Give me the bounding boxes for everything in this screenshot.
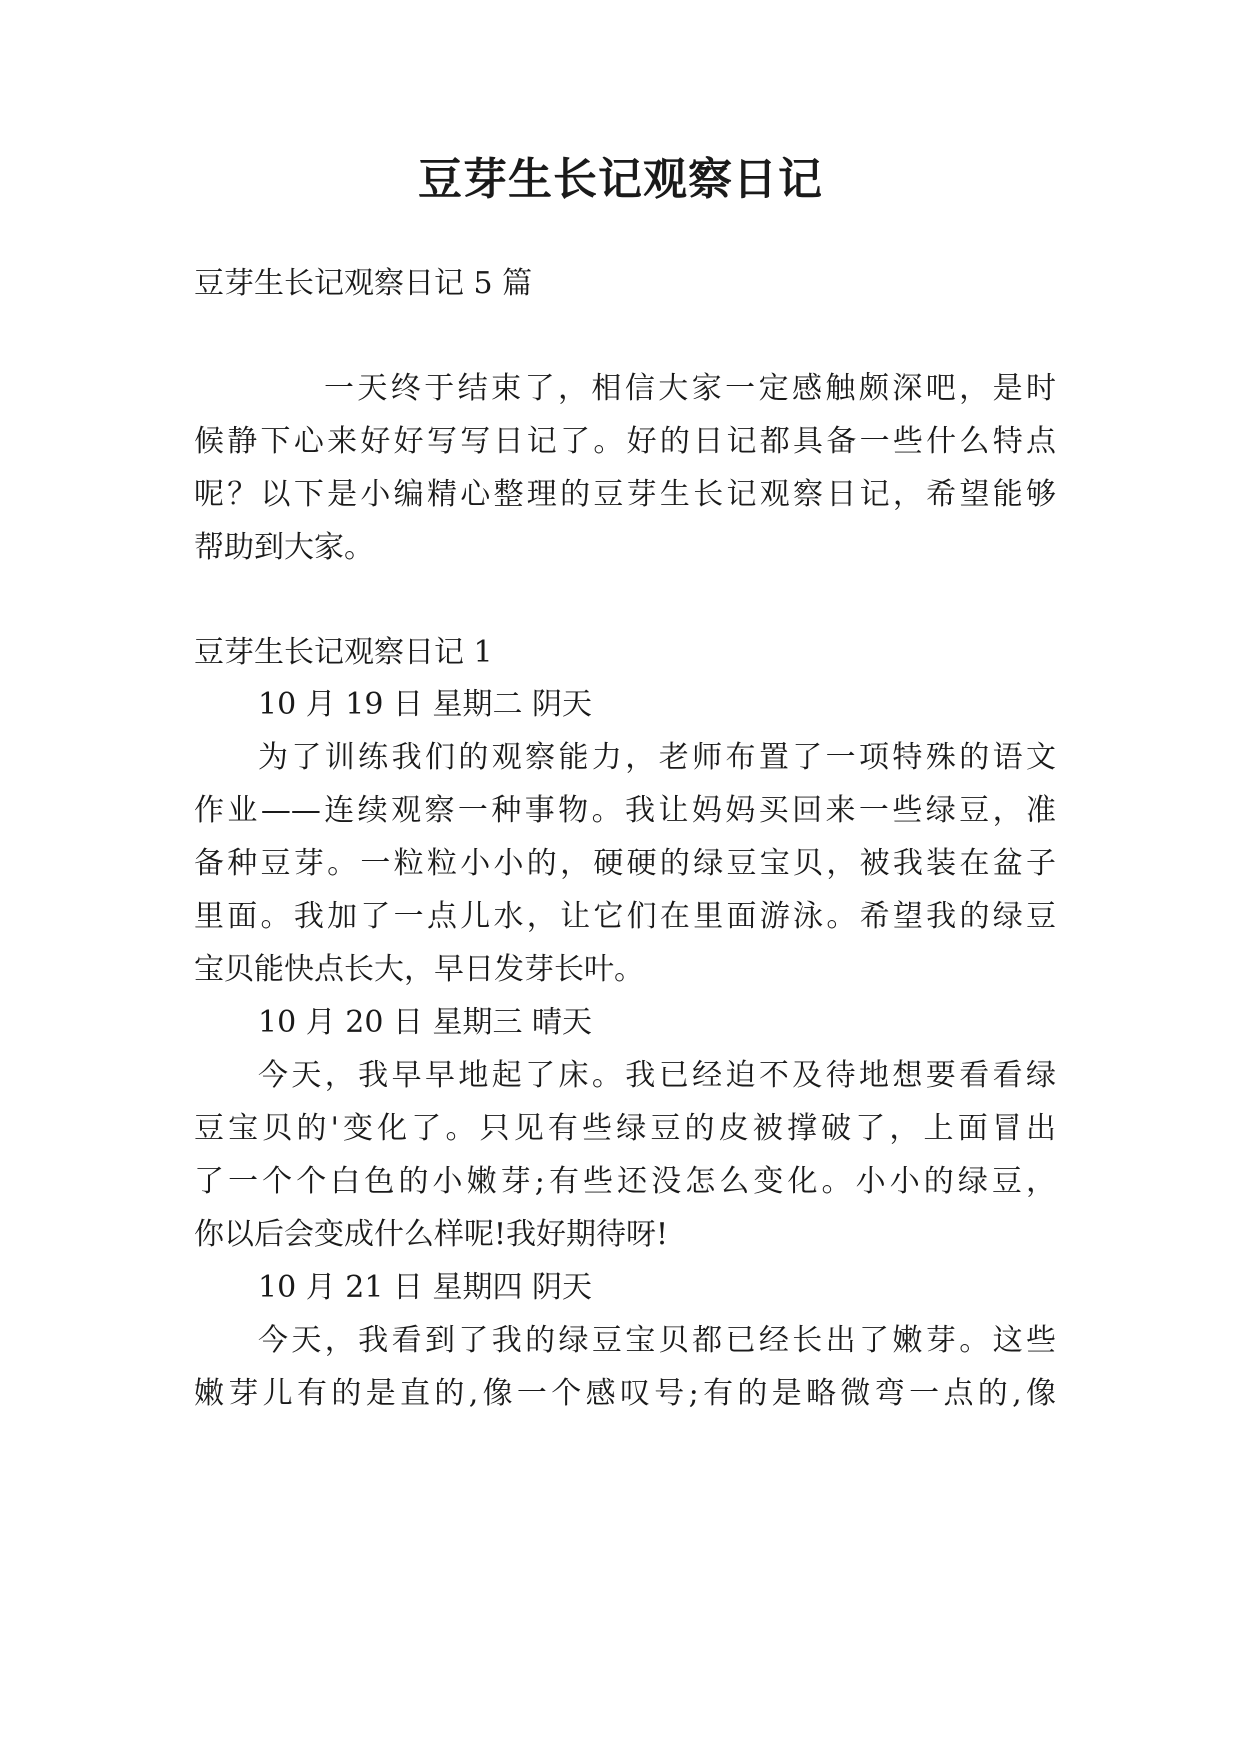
entry-line: 豆宝贝的'变化了。只见有些绿豆的皮被撑破了，上面冒出 xyxy=(194,1111,1056,1146)
subtitle: 豆芽生长记观察日记 5 篇 xyxy=(194,266,533,301)
intro-line-4: 帮助到大家。 xyxy=(194,530,374,565)
document-title: 豆芽生长记观察日记 xyxy=(418,154,823,205)
section-heading: 豆芽生长记观察日记 1 xyxy=(194,635,493,670)
intro-line-2: 候静下心来好好写写日记了。好的日记都具备一些什么特点 xyxy=(194,424,1056,459)
intro-line-3: 呢？以下是小编精心整理的豆芽生长记观察日记，希望能够 xyxy=(194,477,1056,512)
entry-line: 里面。我加了一点儿水，让它们在里面游泳。希望我的绿豆 xyxy=(194,899,1056,934)
entry-line: 为了训练我们的观察能力，老师布置了一项特殊的语文 xyxy=(258,740,1056,775)
entry-line: 嫩芽儿有的是直的,像一个感叹号;有的是略微弯一点的,像 xyxy=(194,1376,1056,1411)
entry-date: 10 月 21 日 星期四 阴天 xyxy=(258,1270,593,1305)
entry-date: 10 月 20 日 星期三 晴天 xyxy=(258,1005,593,1040)
entry-line: 今天，我早早地起了床。我已经迫不及待地想要看看绿 xyxy=(258,1058,1056,1093)
entry-line: 备种豆芽。一粒粒小小的，硬硬的绿豆宝贝，被我装在盆子 xyxy=(194,846,1056,881)
entry-line: 你以后会变成什么样呢!我好期待呀! xyxy=(194,1217,669,1252)
entry-line: 宝贝能快点长大，早日发芽长叶。 xyxy=(194,952,644,987)
entry-line: 了一个个白色的小嫩芽;有些还没怎么变化。小小的绿豆， xyxy=(194,1164,1056,1199)
entry-line: 作业——连续观察一种事物。我让妈妈买回来一些绿豆，准 xyxy=(194,793,1056,828)
intro-line-1: 一天终于结束了，相信大家一定感触颇深吧，是时 xyxy=(324,371,1056,406)
entry-line: 今天，我看到了我的绿豆宝贝都已经长出了嫩芽。这些 xyxy=(258,1323,1056,1358)
entry-date: 10 月 19 日 星期二 阴天 xyxy=(258,687,593,722)
